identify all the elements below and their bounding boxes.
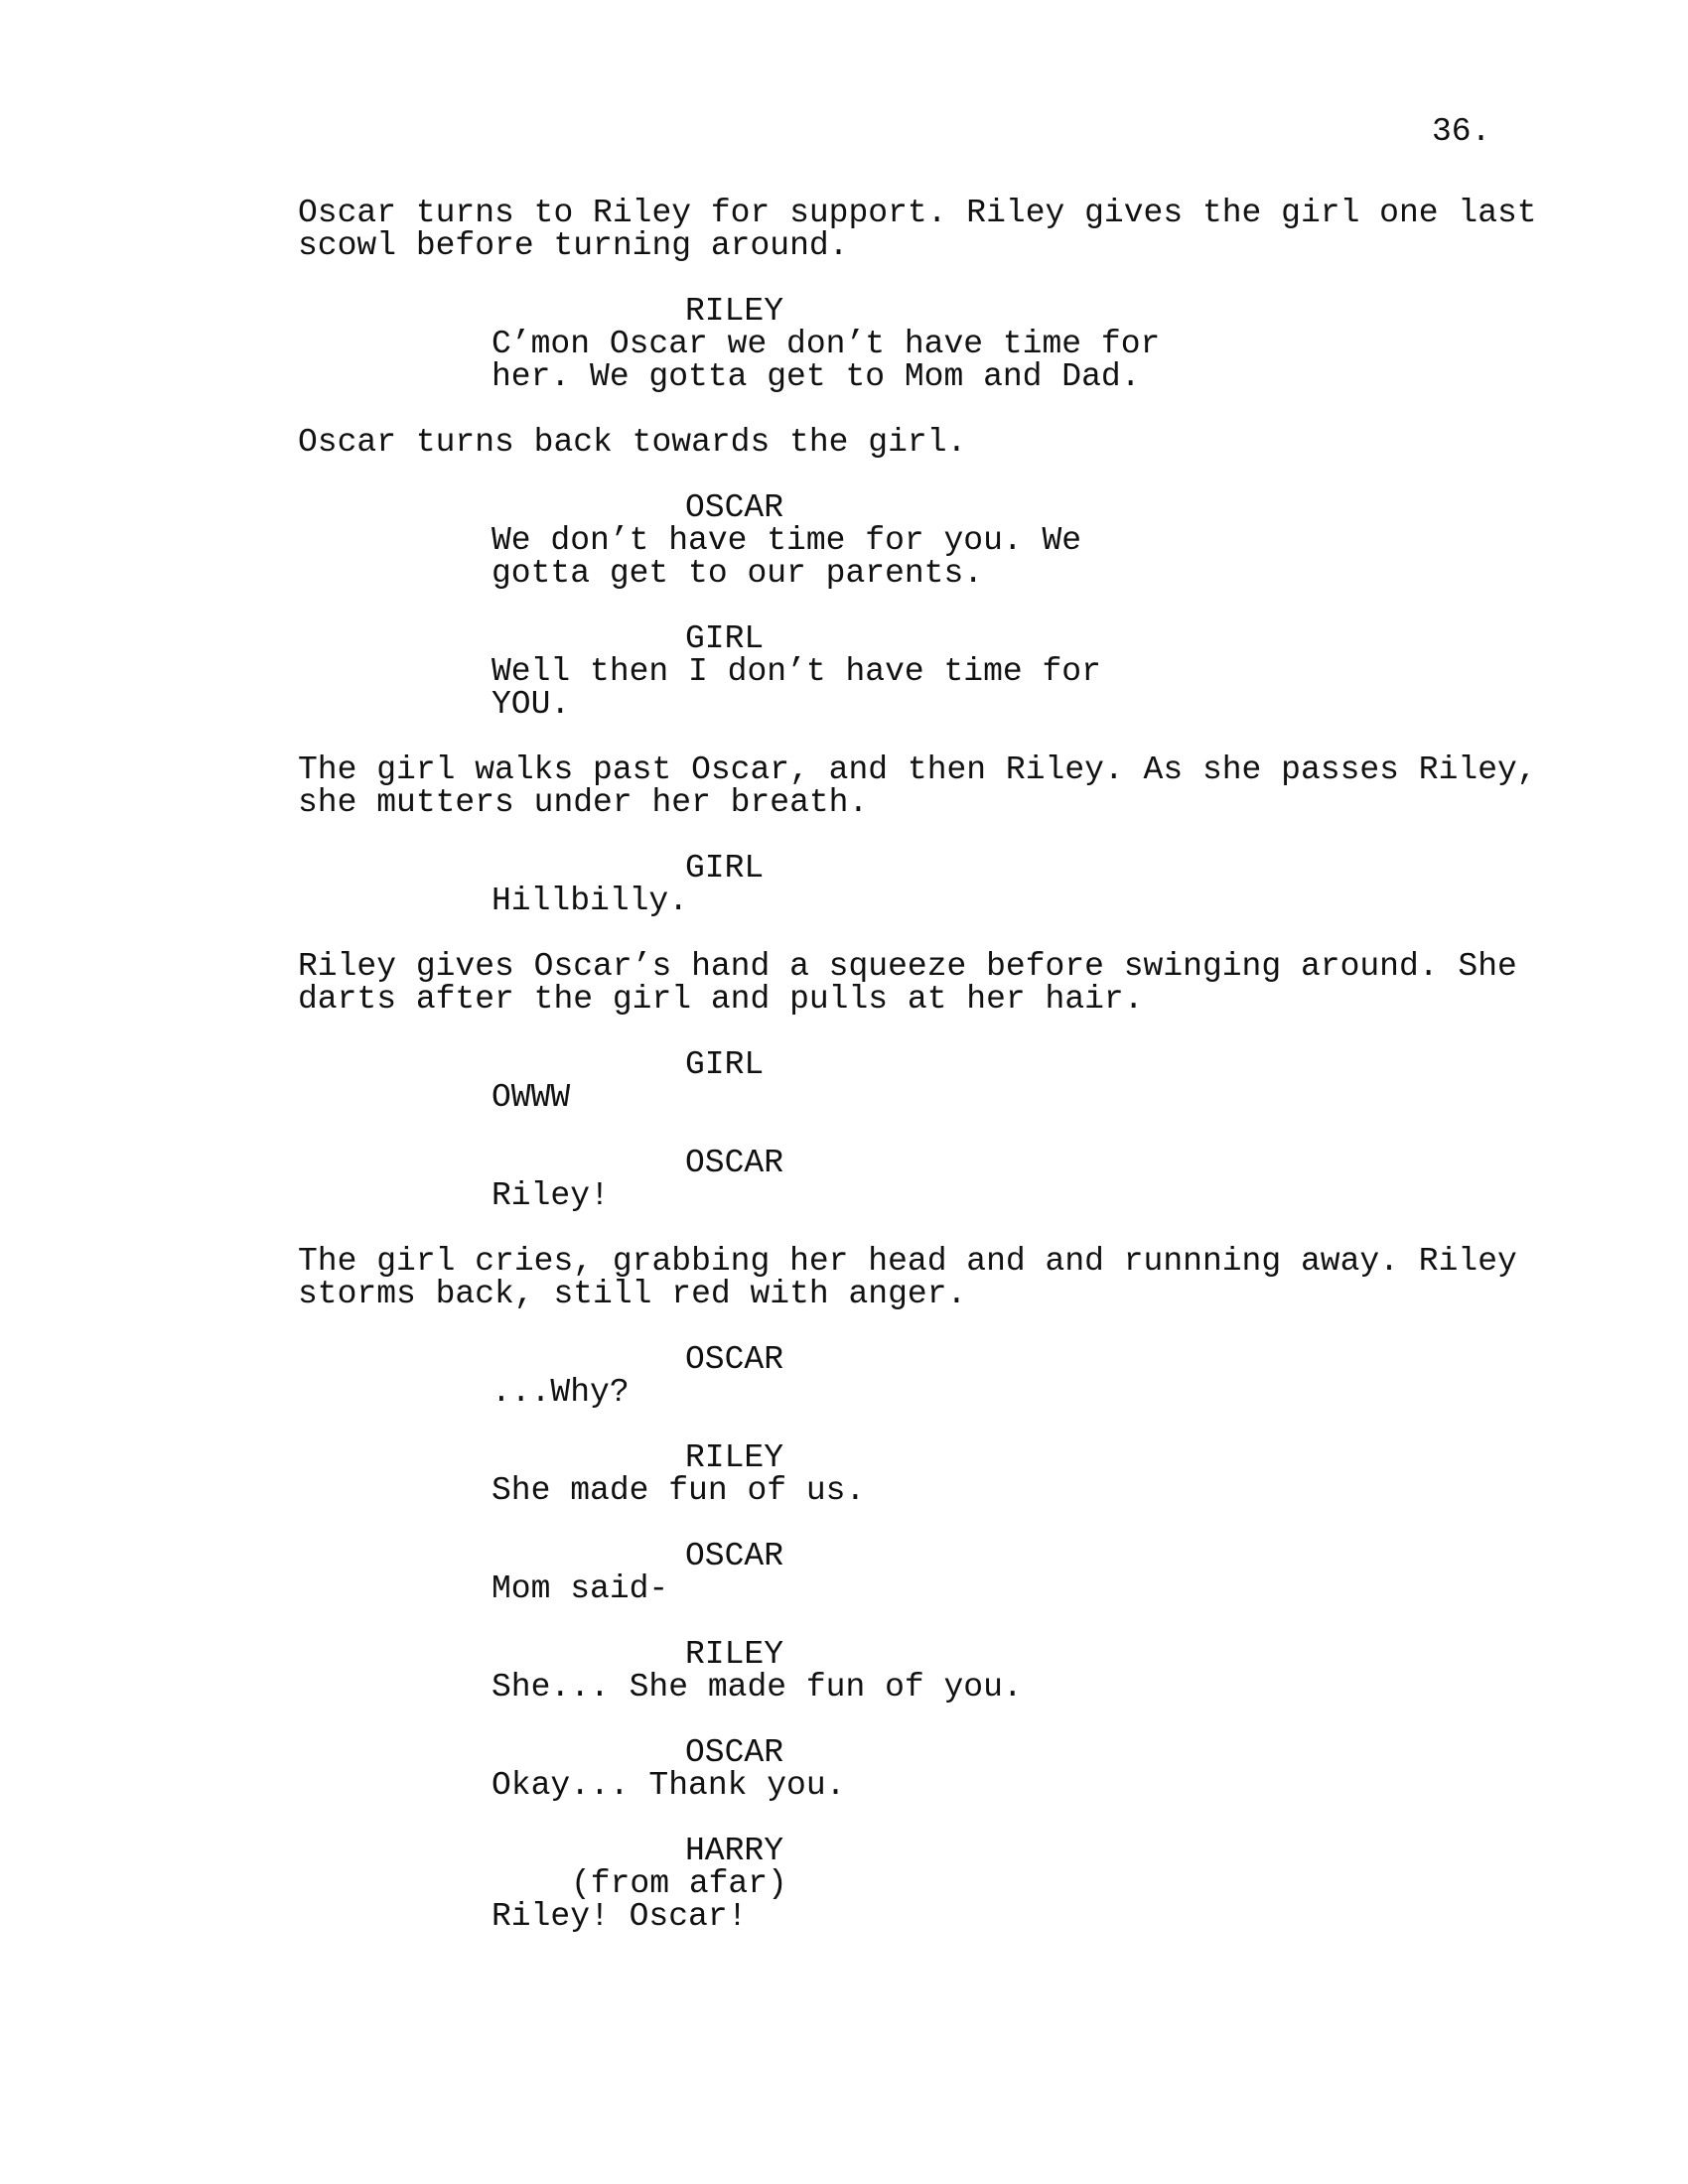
character-name: RILEY: [685, 1439, 784, 1476]
character-name: OSCAR: [685, 1538, 784, 1574]
action-line: scowl before turning around.: [298, 227, 849, 264]
dialogue-line: Okay... Thank you.: [492, 1767, 846, 1804]
dialogue-line: We don’t have time for you. We: [492, 522, 1082, 559]
dialogue-line: C’mon Oscar we don’t have time for: [492, 326, 1161, 362]
action-line: she mutters under her breath.: [298, 784, 869, 821]
action-line: darts after the girl and pulls at her hair.: [298, 981, 1144, 1018]
action-line: The girl walks past Oscar, and then Riley. As she passes Riley,: [298, 751, 1537, 788]
character-name: HARRY: [685, 1833, 784, 1869]
page-number: 36.: [1432, 113, 1491, 150]
character-name: OSCAR: [685, 1734, 784, 1771]
action-line: Oscar turns back towards the girl.: [298, 424, 967, 461]
dialogue-line: OWWW: [492, 1079, 571, 1116]
character-name: OSCAR: [685, 1341, 784, 1378]
dialogue-line: gotta get to our parents.: [492, 555, 984, 592]
dialogue-line: YOU.: [492, 686, 571, 723]
dialogue-line: her. We gotta get to Mom and Dad.: [492, 358, 1141, 395]
dialogue-line: She made fun of us.: [492, 1472, 866, 1509]
dialogue-line: Hillbilly.: [492, 883, 689, 919]
character-name: GIRL: [685, 1046, 765, 1083]
dialogue-line: Mom said-: [492, 1570, 669, 1607]
character-name: RILEY: [685, 293, 784, 330]
dialogue-line: Well then I don’t have time for: [492, 653, 1101, 690]
character-name: OSCAR: [685, 1145, 784, 1181]
character-name: GIRL: [685, 620, 765, 657]
dialogue-line: ...Why?: [492, 1374, 630, 1411]
dialogue-line: She... She made fun of you.: [492, 1669, 1023, 1706]
action-line: Riley gives Oscar’s hand a squeeze before swinging around. She: [298, 948, 1517, 985]
dialogue-line: Riley! Oscar!: [492, 1898, 748, 1935]
character-name: RILEY: [685, 1636, 784, 1673]
parenthetical: (from afar): [571, 1865, 787, 1902]
character-name: OSCAR: [685, 489, 784, 526]
character-name: GIRL: [685, 850, 765, 887]
action-line: Oscar turns to Riley for support. Riley gives the girl one last: [298, 195, 1537, 231]
dialogue-line: Riley!: [492, 1177, 610, 1214]
action-line: storms back, still red with anger.: [298, 1276, 967, 1312]
action-line: The girl cries, grabbing her head and and runnning away. Riley: [298, 1243, 1517, 1280]
